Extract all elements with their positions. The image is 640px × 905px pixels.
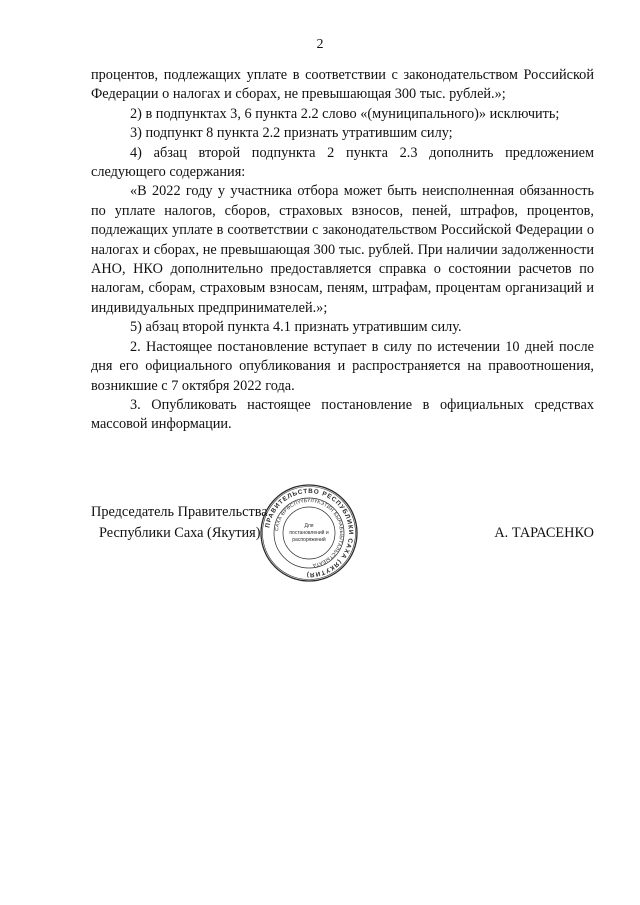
signatory-title-line-1: Председатель Правительства xyxy=(91,504,268,520)
official-seal xyxy=(259,483,359,583)
signatory-title xyxy=(91,502,268,544)
seal-outer-text: ПРАВИТЕЛЬСТВО РЕСПУБЛИКИ САХА (ЯКУТИЯ) xyxy=(264,487,355,579)
seal-center-line-1: Для xyxy=(304,523,314,529)
signatory-title-line-2: Республики Саха (Якутия) xyxy=(99,525,261,541)
document-body xyxy=(91,66,594,435)
signatory-name: А. ТАРАСЕНКО xyxy=(494,525,594,541)
seal-inner-text: САХА ӨРӨСПҮҮБҮЛҮКЭТИН БЫРАБЫЫТАЛЬСТЫБАТА xyxy=(275,498,344,567)
paragraph-effective-date: 2. Настоящее постановление вступает в силу по истечении 10 дней после дня его официального опубликования и распространяется на правоотношения, возникшие с 7 октября 2022 года. xyxy=(91,338,594,394)
paragraph-item-4: 4) абзац второй подпункта 2 пункта 2.3 дополнить предложением следующего содержания: xyxy=(91,144,594,181)
paragraph-item-3: 3) подпункт 8 пункта 2.2 признать утратившим силу; xyxy=(130,125,453,142)
paragraph-item-2: 2) в подпунктах 3, 6 пункта 2.2 слово «(муниципального)» исключить; xyxy=(130,105,560,122)
seal-center-line-2: постановлений и xyxy=(289,530,329,536)
paragraph-continuation: процентов, подлежащих уплате в соответствии с законодательством Российской Федерации о налогах и сборах, не превышающая 300 тыс. рублей.»; xyxy=(91,67,594,103)
paragraph-publication: 3. Опубликовать настоящее постановление в официальных средствах массовой информации. xyxy=(91,396,594,433)
seal-center-line-3: распоряжений xyxy=(292,537,326,543)
page-number: 2 xyxy=(316,37,324,52)
paragraph-quoted-insert: «В 2022 году у участника отбора может быть неисполненная обязанность по уплате налогов, сборов, страховых взносов, пеней, штрафов, процентов, подлежащих уплате в соответствии с законодательством Российской Федерации о налогах и сборах, не превышающая 300 тыс. рублей. При наличии задолженности АНО, НКО дополнительно предоставляется справка о состоянии расчетов по налогам, сборам, страховым взносам, пеням, штрафам, процентам организаций и индивидуальных предпринимателей.»; xyxy=(91,183,594,316)
paragraph-item-5: 5) абзац второй пункта 4.1 признать утратившим силу. xyxy=(130,319,462,336)
